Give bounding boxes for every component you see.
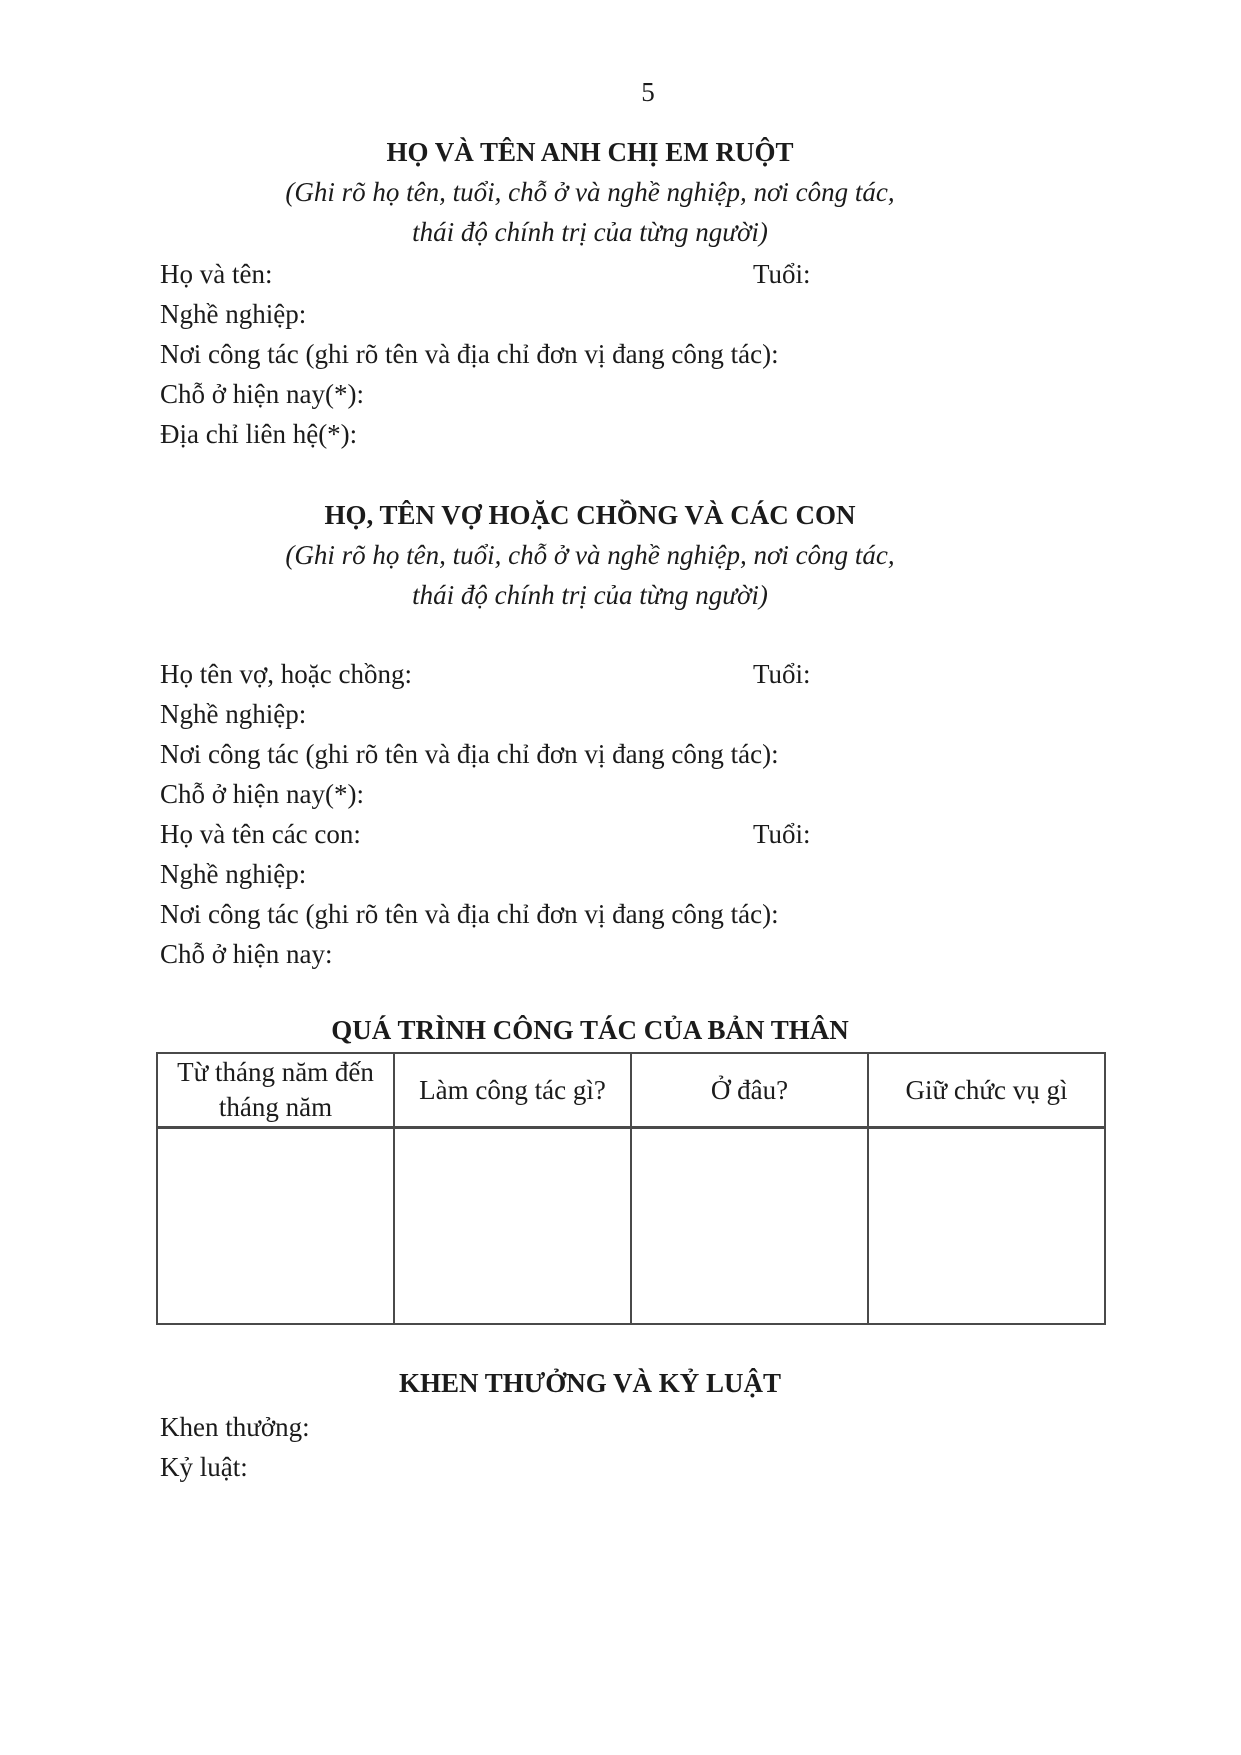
siblings-section-title: HỌ VÀ TÊN ANH CHỊ EM RUỘT: [386, 137, 794, 167]
spouse-residence-label: Chỗ ở hiện nay(*):: [160, 779, 364, 809]
reward-label: Khen thưởng:: [160, 1412, 310, 1442]
spouse-section-subtitle-1: (Ghi rõ họ tên, tuổi, chỗ ở và nghề nghiệp, nơi công tác,: [285, 540, 895, 570]
children-age-label: Tuổi:: [753, 819, 811, 849]
col-header-period: Từ tháng năm đến tháng năm: [157, 1053, 394, 1128]
siblings-section-subtitle-1: (Ghi rõ họ tên, tuổi, chỗ ở và nghề nghiệp, nơi công tác,: [285, 177, 895, 207]
discipline-label: Kỷ luật:: [160, 1452, 248, 1482]
children-workplace-label: Nơi công tác (ghi rõ tên và địa chỉ đơn vị đang công tác):: [160, 899, 779, 929]
siblings-name-label: Họ và tên:: [160, 259, 273, 289]
siblings-current-residence-label: Chỗ ở hiện nay(*):: [160, 379, 364, 409]
work-history-cell-position: [868, 1128, 1105, 1325]
work-history-cell-period: [157, 1128, 394, 1325]
rewards-section-title: KHEN THƯỞNG VÀ KỶ LUẬT: [398, 1368, 782, 1398]
siblings-workplace-label: Nơi công tác (ghi rõ tên và địa chỉ đơn vị đang công tác):: [160, 339, 779, 369]
children-residence-label: Chỗ ở hiện nay:: [160, 939, 333, 969]
siblings-occupation-label: Nghề nghiệp:: [160, 299, 307, 329]
work-history-table-header: [157, 1053, 1105, 1128]
work-history-cell-where: [631, 1128, 868, 1325]
siblings-contact-address-label: Địa chỉ liên hệ(*):: [160, 419, 358, 449]
col-header-work: Làm công tác gì?: [394, 1053, 631, 1128]
work-history-cell-work: [394, 1128, 631, 1325]
work-history-section-title: QUÁ TRÌNH CÔNG TÁC CỦA BẢN THÂN: [331, 1015, 849, 1045]
spouse-occupation-label: Nghề nghiệp:: [160, 699, 307, 729]
work-history-empty-row: [157, 1128, 1105, 1325]
work-history-header-row: [157, 1053, 1105, 1128]
spouse-section-title: HỌ, TÊN VỢ HOẶC CHỒNG VÀ CÁC CON: [324, 500, 856, 530]
children-occupation-label: Nghề nghiệp:: [160, 859, 307, 889]
children-names-row: [160, 814, 1100, 854]
work-history-table: [156, 1052, 1106, 1325]
page-number: 5: [641, 77, 655, 107]
spouse-name-label: Họ tên vợ, hoặc chồng:: [160, 659, 412, 689]
siblings-age-label: Tuổi:: [753, 259, 811, 289]
spouse-section-subtitle-2: thái độ chính trị của từng người): [412, 580, 768, 610]
col-header-where: Ở đâu?: [631, 1053, 868, 1128]
col-header-position: Giữ chức vụ gì: [868, 1053, 1105, 1128]
spouse-name-row: [160, 654, 1100, 694]
siblings-name-row: [160, 254, 1100, 294]
siblings-section-subtitle-2: thái độ chính trị của từng người): [412, 217, 768, 247]
children-names-label: Họ và tên các con:: [160, 819, 361, 849]
spouse-workplace-label: Nơi công tác (ghi rõ tên và địa chỉ đơn vị đang công tác):: [160, 739, 779, 769]
work-history-table-body: [157, 1128, 1105, 1325]
spouse-age-label: Tuổi:: [753, 659, 811, 689]
